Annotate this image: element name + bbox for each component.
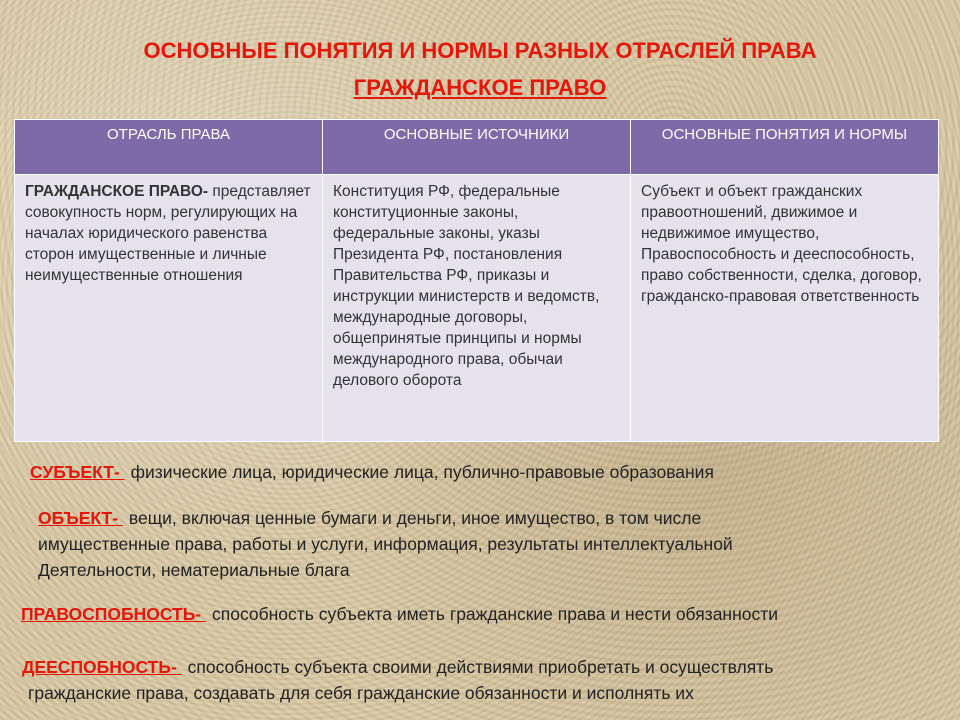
cell-branch xyxy=(15,175,323,442)
term-subject: СУБЪЕКТ- xyxy=(30,462,125,482)
definition-subject-text: физические лица, юридические лица, публично-правовые образования xyxy=(130,462,714,482)
definition-active-capacity xyxy=(22,654,773,706)
definition-subject xyxy=(30,459,714,485)
law-branch-table xyxy=(14,119,939,442)
header-branch: ОТРАСЛЬ ПРАВА xyxy=(15,120,323,175)
definition-object-line-1: вещи, включая ценные бумаги и деньги, иное имущество, в том числе xyxy=(128,508,702,528)
definition-object xyxy=(38,505,733,583)
cell-sources: Конституция РФ, федеральные конституционные законы, федеральные законы, указы Президента РФ, постановления Правительства РФ, приказы и инструкции министерств и ведомств, международные договоры, общепринятые принципы и нормы международного права, обычаи делового оборота xyxy=(323,175,631,442)
table-row xyxy=(15,175,939,442)
term-legal-capacity: ПРАВОСПОБНОСТЬ- xyxy=(21,604,206,624)
definition-object-line-2: имущественные права, работы и услуги, информация, результаты интеллектуальной xyxy=(38,534,733,554)
definition-object-line-3: Деятельности, нематериальные блага xyxy=(38,560,350,580)
header-concepts: ОСНОВНЫЕ ПОНЯТИЯ И НОРМЫ xyxy=(631,120,939,175)
header-sources: ОСНОВНЫЕ ИСТОЧНИКИ xyxy=(323,120,631,175)
page-title: ОСНОВНЫЕ ПОНЯТИЯ И НОРМЫ РАЗНЫХ ОТРАСЛЕЙ ПРАВА xyxy=(143,38,817,63)
cell-branch-text: представляет совокупность норм, регулирующих на началах юридического равенства сторон имущественные и личные неимущественные отношения xyxy=(25,183,311,284)
definition-active-capacity-line-2: гражданские права, создавать для себя гражданские обязанности и исполнять их xyxy=(28,683,694,703)
page-subtitle: ГРАЖДАНСКОЕ ПРАВО xyxy=(353,75,607,100)
term-object: ОБЪЕКТ- xyxy=(38,508,123,528)
definition-legal-capacity xyxy=(21,601,778,627)
cell-branch-term: ГРАЖДАНСКОЕ ПРАВО- xyxy=(25,183,209,200)
definition-active-capacity-line-1: способность субъекта своими действиями приобретать и осуществлять xyxy=(187,657,774,677)
term-active-capacity: ДЕЕСПОБНОСТЬ- xyxy=(22,657,182,677)
definition-legal-capacity-text: способность субъекта иметь гражданские права и нести обязанности xyxy=(211,604,779,624)
cell-concepts: Субъект и объект гражданских правоотношений, движимое и недвижимое имущество, Правоспособность и дееспособность, право собственности, сделка, договор, гражданско-правовая ответственность xyxy=(631,175,939,442)
